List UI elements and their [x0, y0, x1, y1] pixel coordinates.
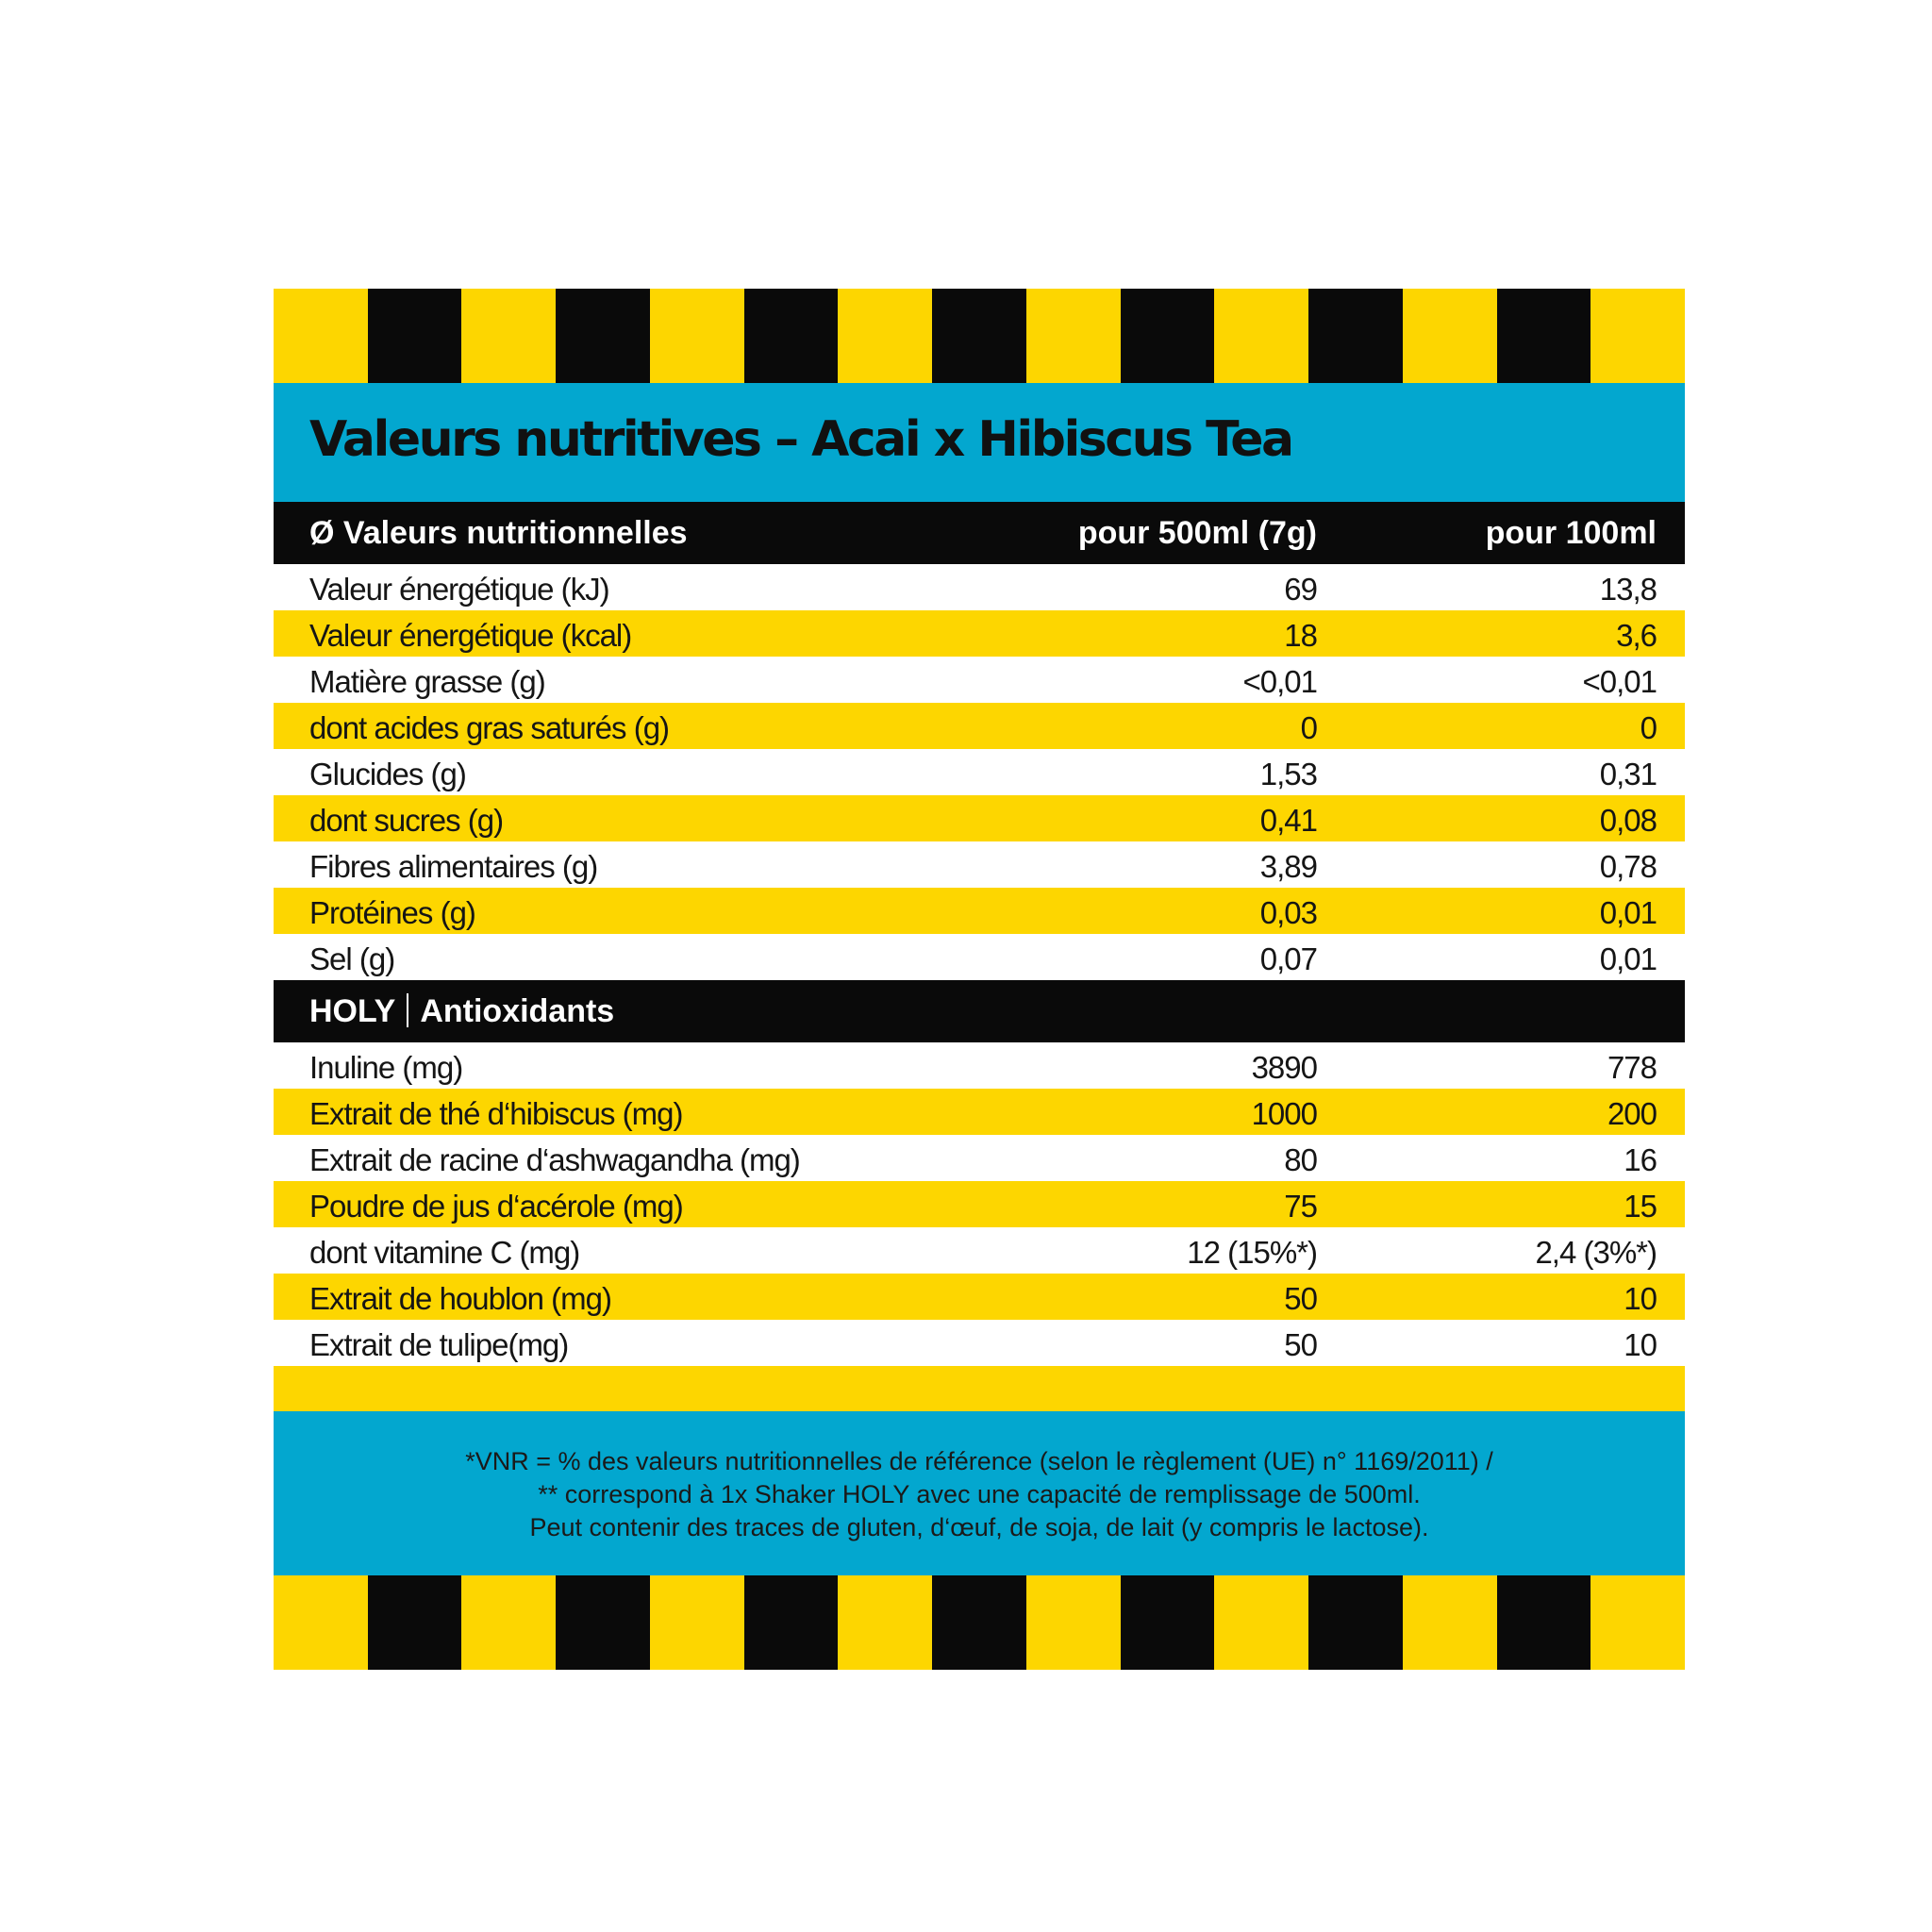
checker-square	[1591, 289, 1685, 383]
value-100ml: 2,4 (3%*)	[1535, 1235, 1657, 1270]
value-100ml: <0,01	[1582, 664, 1657, 699]
checker-square	[461, 1575, 556, 1670]
yellow-spacer	[274, 1366, 1685, 1411]
nutrition-table	[274, 564, 1685, 980]
value-500ml: 1,53	[1259, 757, 1317, 791]
checker-square	[1214, 289, 1308, 383]
checker-square	[1026, 289, 1121, 383]
divider	[407, 993, 408, 1027]
checker-square	[650, 289, 744, 383]
checker-square	[1308, 289, 1403, 383]
value-500ml: 0,07	[1259, 941, 1317, 976]
table-row	[274, 1181, 1685, 1227]
table-row	[274, 1089, 1685, 1135]
value-500ml: 0,41	[1259, 803, 1317, 838]
value-500ml: 0	[1300, 710, 1317, 745]
table-row	[274, 564, 1685, 610]
value-100ml: 0,78	[1599, 849, 1657, 884]
checker-square	[1121, 1575, 1215, 1670]
checker-square	[932, 1575, 1026, 1670]
nutrient-name: Sel (g)	[309, 941, 395, 976]
checker-border-top	[274, 289, 1685, 383]
checker-border-bottom	[274, 1575, 1685, 1670]
value-100ml: 3,6	[1616, 618, 1657, 653]
holy-header-title	[309, 993, 614, 1030]
checker-square	[556, 1575, 650, 1670]
checker-square	[1121, 289, 1215, 383]
value-100ml: 0,08	[1599, 803, 1657, 838]
nutrient-name: Valeur énergétique (kJ)	[309, 572, 609, 607]
value-100ml: 16	[1624, 1142, 1657, 1177]
table-row	[274, 795, 1685, 841]
nutrition-label	[274, 289, 1685, 1670]
nutrition-header	[274, 502, 1685, 564]
nutrient-name: Glucides (g)	[309, 757, 466, 791]
value-100ml: 0,01	[1599, 941, 1657, 976]
value-100ml: 15	[1624, 1189, 1657, 1224]
checker-square	[932, 289, 1026, 383]
footnote-line: *VNR = % des valeurs nutritionnelles de référence (selon le règlement (UE) n° 1169/2011) /	[465, 1447, 1493, 1475]
nutrient-name: Valeur énergétique (kcal)	[309, 618, 632, 653]
checker-square	[368, 1575, 462, 1670]
footnote-line: ** correspond à 1x Shaker HOLY avec une capacité de remplissage de 500ml.	[538, 1480, 1421, 1508]
checker-square	[744, 289, 839, 383]
value-100ml: 0,01	[1599, 895, 1657, 930]
table-row	[274, 1227, 1685, 1274]
table-row	[274, 1135, 1685, 1181]
title-band	[274, 383, 1685, 502]
checker-square	[1026, 1575, 1121, 1670]
checker-square	[1403, 1575, 1497, 1670]
checker-square	[744, 1575, 839, 1670]
checker-square	[1497, 1575, 1591, 1670]
checker-square	[1214, 1575, 1308, 1670]
nutrient-name: Extrait de thé d‘hibiscus (mg)	[309, 1096, 683, 1131]
holy-header	[274, 980, 1685, 1042]
nutrient-name: Extrait de racine d‘ashwagandha (mg)	[309, 1142, 800, 1177]
nutrient-name: dont vitamine C (mg)	[309, 1235, 580, 1270]
nutrient-name: dont acides gras saturés (g)	[309, 710, 670, 745]
checker-square	[838, 1575, 932, 1670]
nutrient-name: Inuline (mg)	[309, 1050, 463, 1085]
checker-square	[1403, 289, 1497, 383]
nutrient-name: Extrait de tulipe(mg)	[309, 1327, 569, 1362]
table-row	[274, 749, 1685, 795]
page-title: Valeurs nutritives – Acai x Hibiscus Tea	[309, 411, 1292, 468]
value-100ml: 13,8	[1599, 572, 1657, 607]
column-header-100ml: pour 100ml	[1485, 515, 1657, 551]
table-row	[274, 1320, 1685, 1366]
antioxidants-table	[274, 1042, 1685, 1366]
footnotes	[274, 1445, 1685, 1544]
table-row	[274, 888, 1685, 934]
table-row	[274, 841, 1685, 888]
nutrient-name: Protéines (g)	[309, 895, 475, 930]
footnote-line: Peut contenir des traces de gluten, d‘œuf, de soja, de lait (y compris le lactose).	[529, 1513, 1429, 1541]
value-100ml: 778	[1607, 1050, 1657, 1085]
checker-square	[650, 1575, 744, 1670]
checker-square	[838, 289, 932, 383]
value-500ml: 3890	[1251, 1050, 1317, 1085]
value-500ml: <0,01	[1242, 664, 1317, 699]
checker-square	[274, 289, 368, 383]
footnotes-band	[274, 1411, 1685, 1575]
value-100ml: 200	[1607, 1096, 1657, 1131]
table-row	[274, 703, 1685, 749]
value-500ml: 3,89	[1259, 849, 1317, 884]
holy-brand: HOLY	[309, 993, 396, 1029]
checker-square	[556, 289, 650, 383]
value-500ml: 80	[1284, 1142, 1317, 1177]
checker-square	[1308, 1575, 1403, 1670]
value-100ml: 0,31	[1599, 757, 1657, 791]
value-500ml: 50	[1284, 1281, 1317, 1316]
value-500ml: 0,03	[1259, 895, 1317, 930]
checker-square	[274, 1575, 368, 1670]
holy-header-label: Antioxidants	[420, 993, 615, 1029]
checker-square	[461, 289, 556, 383]
checker-square	[1591, 1575, 1685, 1670]
value-500ml: 18	[1284, 618, 1317, 653]
value-100ml: 0	[1640, 710, 1657, 745]
checker-square	[368, 289, 462, 383]
value-500ml: 12 (15%*)	[1187, 1235, 1317, 1270]
table-row	[274, 610, 1685, 657]
value-100ml: 10	[1624, 1327, 1657, 1362]
table-row	[274, 1274, 1685, 1320]
nutrient-name: dont sucres (g)	[309, 803, 504, 838]
nutrient-name: Fibres alimentaires (g)	[309, 849, 598, 884]
value-500ml: 75	[1284, 1189, 1317, 1224]
value-500ml: 1000	[1251, 1096, 1317, 1131]
checker-square	[1497, 289, 1591, 383]
nutrient-name: Matière grasse (g)	[309, 664, 545, 699]
value-100ml: 10	[1624, 1281, 1657, 1316]
table-row	[274, 934, 1685, 980]
nutrient-name: Extrait de houblon (mg)	[309, 1281, 612, 1316]
table-row	[274, 1042, 1685, 1089]
value-500ml: 69	[1284, 572, 1317, 607]
column-header-500ml: pour 500ml (7g)	[1077, 515, 1317, 551]
nutrient-name: Poudre de jus d‘acérole (mg)	[309, 1189, 683, 1224]
value-500ml: 50	[1284, 1327, 1317, 1362]
nutrition-header-label: Ø Valeurs nutritionnelles	[309, 515, 688, 551]
table-row	[274, 657, 1685, 703]
